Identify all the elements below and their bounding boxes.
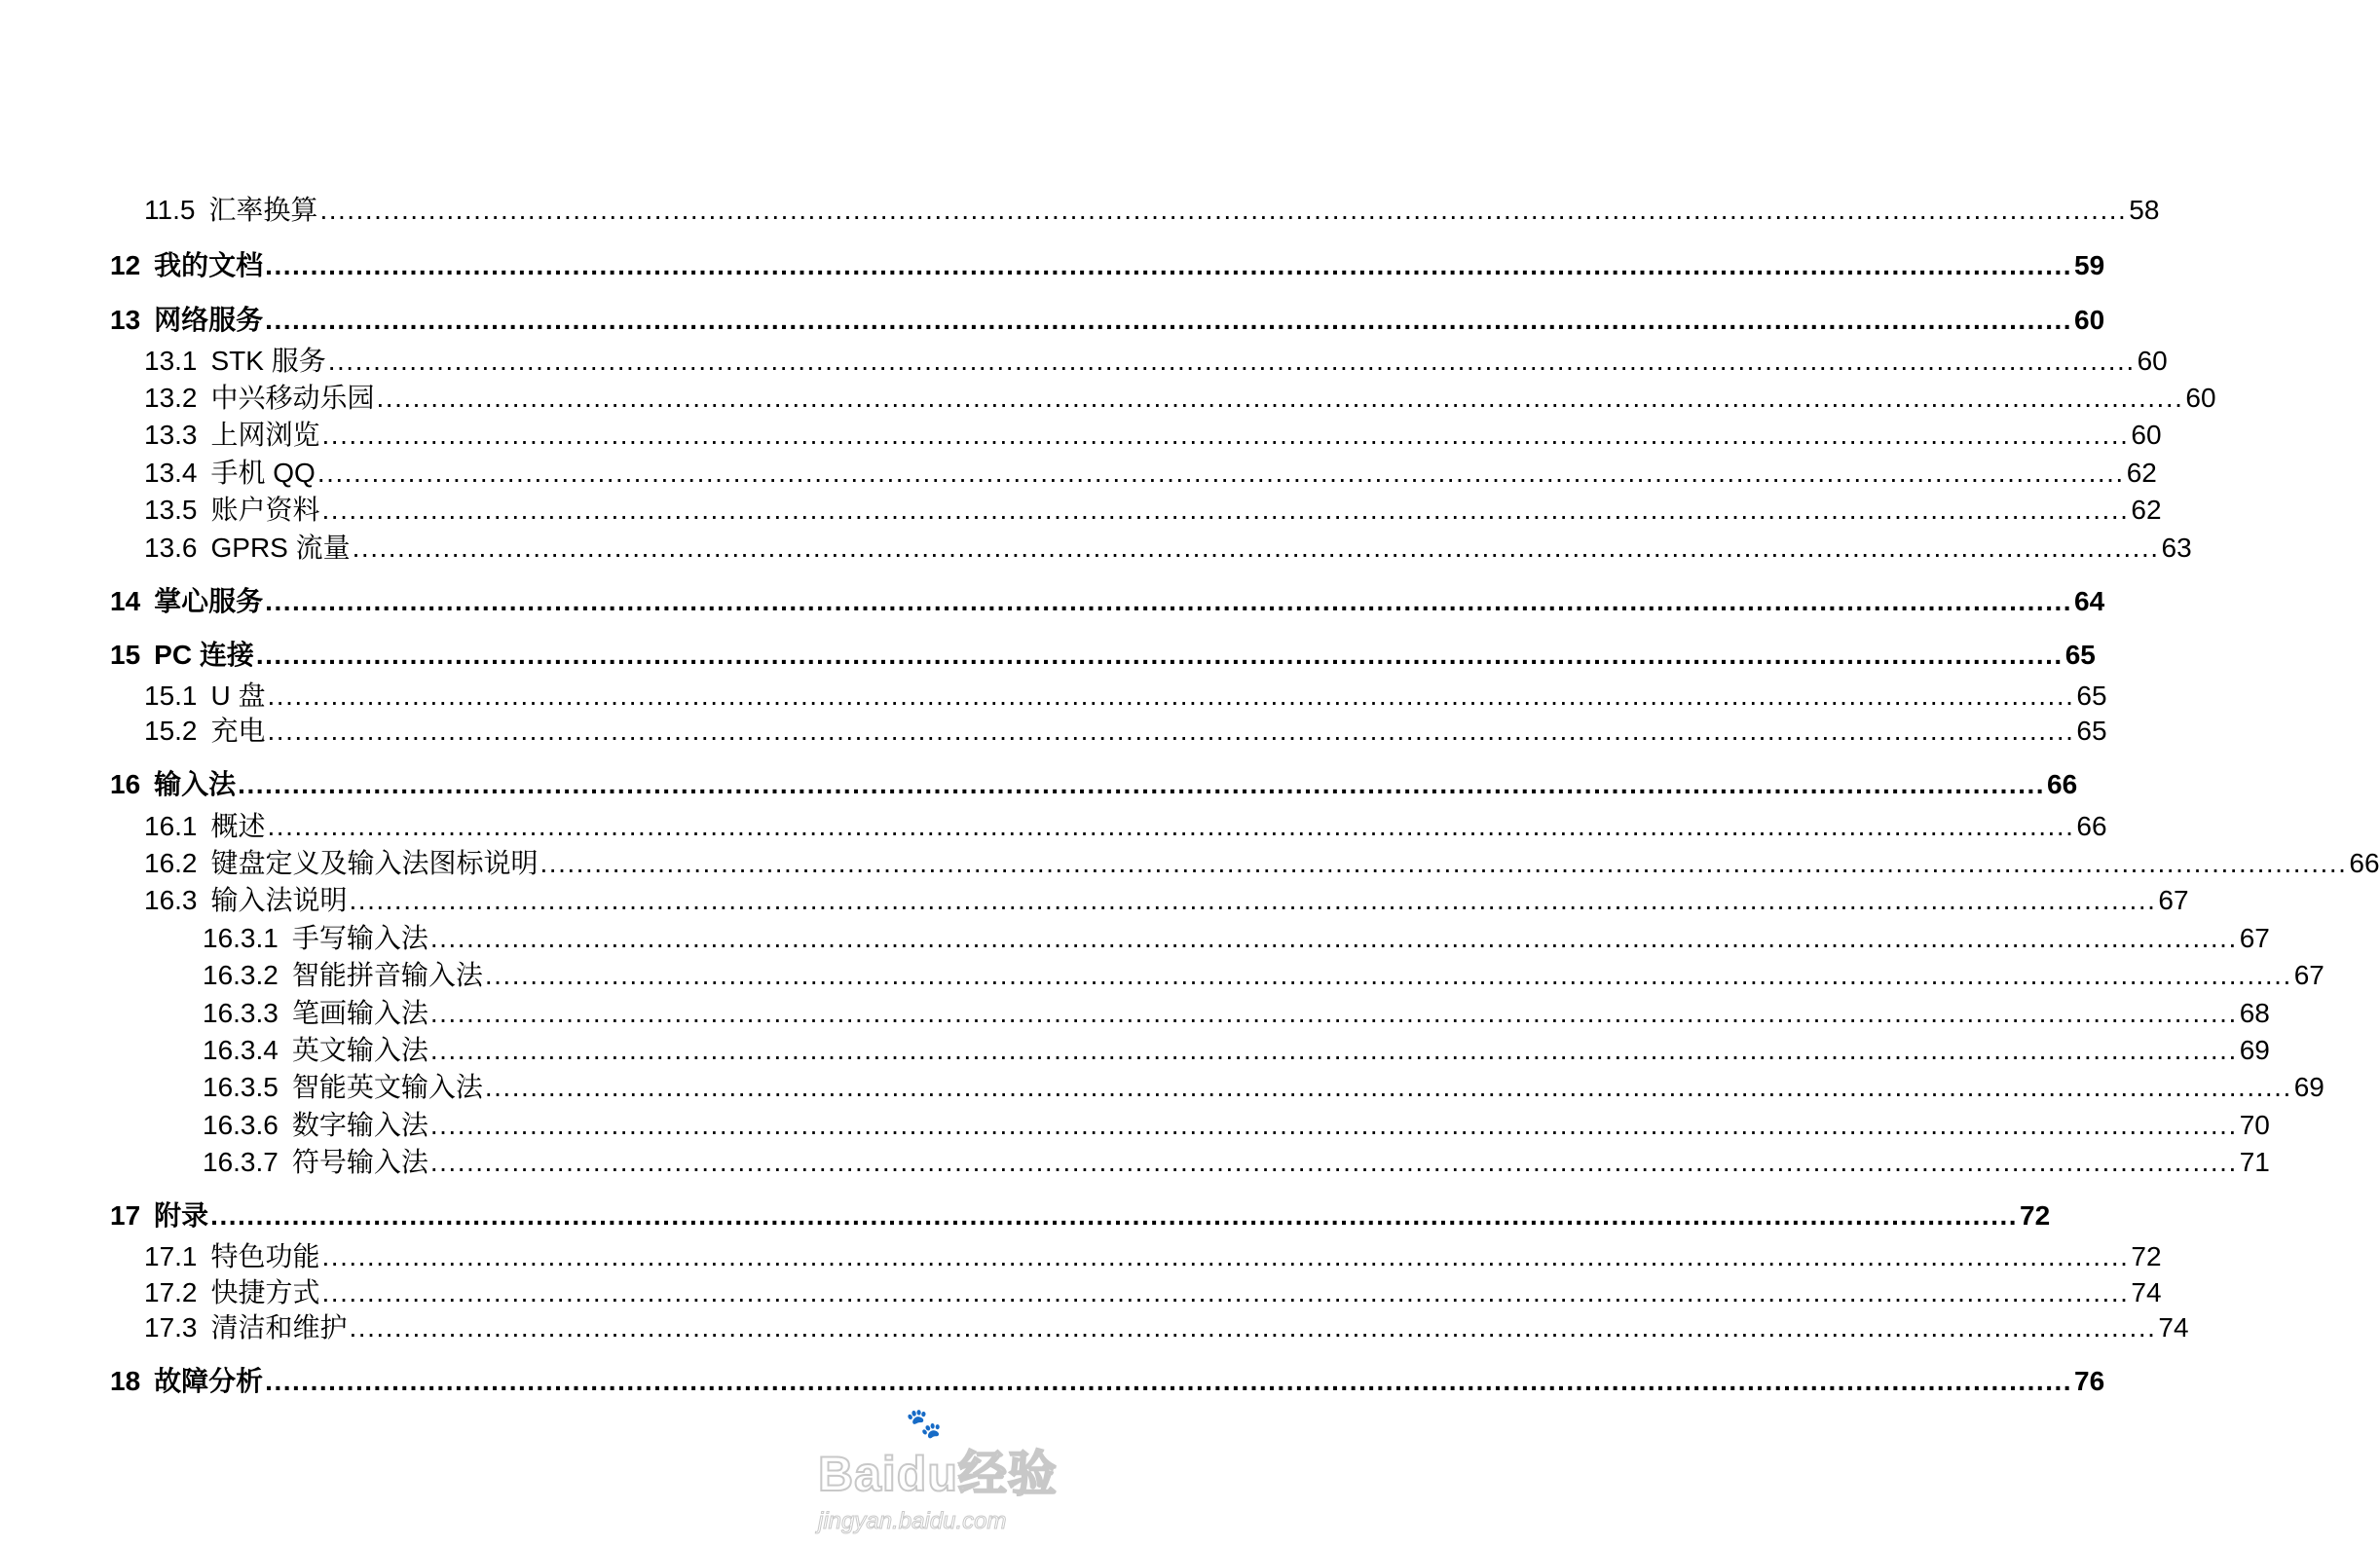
dot-leader: ........................................................................................................................................................................................................ — [429, 1035, 2238, 1065]
toc-entry-page: 67 — [2158, 885, 2189, 915]
toc-entry-title: U 盘 — [210, 681, 266, 711]
toc-entry[interactable] — [0, 767, 2078, 802]
toc-entry-number: 13.5 — [144, 495, 198, 525]
toc-entry[interactable] — [0, 1070, 2324, 1105]
toc-entry-number: 16.3.2 — [203, 960, 279, 990]
toc-entry-number: 17.3 — [144, 1312, 198, 1343]
dot-leader: ........................................................................................................................................................................................................ — [321, 1277, 2130, 1307]
dot-leader: ........................................................................................................................................................................................................ — [429, 998, 2238, 1028]
toc-entry[interactable] — [0, 456, 2157, 491]
toc-entry-page: 72 — [2131, 1241, 2162, 1271]
dot-leader: ........................................................................................................................................................................................................ — [238, 769, 2046, 799]
toc-entry-title: 数字输入法 — [291, 1110, 428, 1140]
dot-leader: ........................................................................................................................................................................................................ — [321, 1241, 2130, 1271]
dot-leader: ........................................................................................................................................................................................................ — [327, 346, 2136, 376]
toc-entry-page: 69 — [2293, 1072, 2324, 1102]
toc-entry-number: 14 — [110, 586, 141, 616]
toc-entry[interactable] — [0, 958, 2324, 993]
toc-entry-title: 键盘定义及输入法图标说明 — [210, 848, 539, 878]
toc-entry-title: 符号输入法 — [291, 1147, 428, 1177]
watermark-url: jingyan.baidu.com — [818, 1508, 1007, 1534]
toc-entry[interactable] — [0, 996, 2270, 1031]
toc-entry-page: 63 — [2161, 533, 2192, 563]
toc-entry-title: 笔画输入法 — [291, 998, 428, 1028]
toc-entry-number: 17.1 — [144, 1241, 198, 1271]
toc-entry-title: 汇率换算 — [208, 195, 318, 225]
toc-entry[interactable] — [0, 1033, 2270, 1068]
dot-leader: ........................................................................................................................................................................................................ — [349, 885, 2157, 915]
toc-entry-page: 60 — [2131, 420, 2162, 450]
dot-leader: ........................................................................................................................................................................................................ — [349, 1312, 2157, 1343]
dot-leader: ........................................................................................................................................................................................................ — [319, 195, 2128, 225]
toc-entry-page: 67 — [2293, 960, 2324, 990]
toc-entry-title: 手机 QQ — [210, 458, 316, 488]
toc-entry-number: 16.3.6 — [203, 1110, 279, 1140]
toc-entry-title: 概述 — [210, 811, 266, 841]
toc-entry-title: 特色功能 — [210, 1241, 320, 1271]
toc-entry-page: 64 — [2074, 586, 2105, 616]
baidu-watermark-logo — [808, 1406, 1100, 1538]
toc-entry-number: 13.6 — [144, 533, 198, 563]
dot-leader: ........................................................................................................................................................................................................ — [321, 420, 2130, 450]
dot-leader: ........................................................................................................................................................................................................ — [267, 716, 2075, 746]
toc-entry-page: 65 — [2076, 716, 2107, 746]
toc-entry-number: 15.1 — [144, 681, 198, 711]
toc-entry[interactable] — [0, 418, 2162, 453]
toc-entry-title: STK 服务 — [210, 346, 326, 376]
dot-leader: ........................................................................................................................................................................................................ — [255, 640, 2064, 670]
toc-entry-title: 智能拼音输入法 — [291, 960, 483, 990]
toc-entry-number: 16.3.7 — [203, 1147, 279, 1177]
dot-leader: ........................................................................................................................................................................................................ — [265, 1366, 2073, 1396]
toc-entry[interactable] — [0, 1310, 2189, 1345]
toc-entry-title: 账户资料 — [210, 495, 320, 525]
toc-entry[interactable] — [0, 714, 2107, 749]
dot-leader: ........................................................................................................................................................................................................ — [484, 960, 2292, 990]
toc-entry-page: 65 — [2064, 640, 2096, 670]
toc-entry-number: 17 — [110, 1200, 141, 1231]
toc-entry-title: 手写输入法 — [291, 923, 428, 953]
toc-entry-title: 输入法说明 — [210, 885, 348, 915]
toc-entry[interactable] — [0, 531, 2192, 566]
toc-entry-title: 我的文档 — [154, 250, 264, 280]
toc-entry[interactable] — [0, 846, 2380, 881]
toc-entry-number: 16.2 — [144, 848, 198, 878]
toc-entry-page: 67 — [2239, 923, 2270, 953]
toc-entry-page: 62 — [2126, 458, 2157, 488]
toc-entry-number: 18 — [110, 1366, 141, 1396]
dot-leader: ........................................................................................................................................................................................................ — [265, 586, 2073, 616]
dot-leader: ........................................................................................................................................................................................................ — [429, 1147, 2238, 1177]
toc-entry-title: 智能英文输入法 — [291, 1072, 483, 1102]
toc-entry[interactable] — [0, 1364, 2105, 1399]
toc-entry-number: 11.5 — [144, 195, 196, 225]
dot-leader: ........................................................................................................................................................................................................ — [210, 1200, 2019, 1231]
toc-entry-page: 60 — [2185, 383, 2216, 413]
toc-entry-page: 71 — [2239, 1147, 2270, 1177]
toc-entry[interactable] — [0, 1275, 2162, 1310]
toc-entry-page: 76 — [2074, 1366, 2105, 1396]
toc-entry-page: 60 — [2137, 346, 2168, 376]
toc-entry-page: 59 — [2074, 250, 2105, 280]
toc-entry[interactable] — [0, 638, 2096, 673]
toc-entry-page: 69 — [2239, 1035, 2270, 1065]
toc-entry-number: 16.1 — [144, 811, 198, 841]
toc-entry-page: 58 — [2129, 195, 2160, 225]
toc-entry-number: 16.3.3 — [203, 998, 279, 1028]
toc-entry-number: 16.3.4 — [203, 1035, 279, 1065]
paw-icon: 🐾 — [906, 1408, 943, 1440]
dot-leader: ........................................................................................................................................................................................................ — [321, 495, 2130, 525]
toc-entry-page: 70 — [2239, 1110, 2270, 1140]
toc-entry[interactable] — [0, 493, 2162, 528]
toc-entry[interactable] — [0, 921, 2270, 956]
toc-entry-title: 清洁和维护 — [210, 1312, 348, 1343]
toc-entry-number: 16.3 — [144, 885, 198, 915]
dot-leader: ........................................................................................................................................................................................................ — [539, 848, 2348, 878]
toc-entry[interactable] — [0, 344, 2168, 379]
toc-entry-number: 13.3 — [144, 420, 198, 450]
dot-leader: ........................................................................................................................................................................................................ — [429, 1110, 2238, 1140]
dot-leader: ........................................................................................................................................................................................................ — [267, 811, 2075, 841]
toc-entry-page: 66 — [2047, 769, 2078, 799]
toc-entry-title: 输入法 — [154, 769, 237, 799]
toc-entry-page: 72 — [2020, 1200, 2051, 1231]
toc-entry[interactable] — [0, 381, 2216, 416]
toc-entry-title: PC 连接 — [154, 640, 254, 670]
toc-entry-page: 74 — [2131, 1277, 2162, 1307]
toc-entry-number: 13.2 — [144, 383, 198, 413]
dot-leader: ........................................................................................................................................................................................................ — [265, 250, 2073, 280]
toc-entry[interactable] — [0, 303, 2105, 338]
toc-entry[interactable] — [0, 1198, 2051, 1233]
toc-entry-number: 12 — [110, 250, 141, 280]
toc-entry[interactable] — [0, 1145, 2270, 1180]
toc-entry-title: 快捷方式 — [210, 1277, 320, 1307]
dot-leader: ........................................................................................................................................................................................................ — [484, 1072, 2292, 1102]
toc-entry-number: 16.3.5 — [203, 1072, 279, 1102]
toc-entry-page: 66 — [2076, 811, 2107, 841]
toc-entry-title: GPRS 流量 — [210, 533, 351, 563]
toc-entry-page: 74 — [2158, 1312, 2189, 1343]
toc-entry-number: 16 — [110, 769, 141, 799]
toc-entry[interactable] — [0, 679, 2107, 714]
toc-entry[interactable] — [0, 248, 2105, 283]
toc-entry[interactable] — [0, 584, 2105, 619]
toc-entry-title: 故障分析 — [154, 1366, 264, 1396]
toc-entry-number: 13.1 — [144, 346, 198, 376]
toc-entry-number: 17.2 — [144, 1277, 198, 1307]
toc-entry-title: 附录 — [154, 1200, 209, 1231]
toc-entry[interactable] — [0, 1239, 2162, 1274]
toc-entry-page: 65 — [2076, 681, 2107, 711]
toc-entry-title: 上网浏览 — [210, 420, 320, 450]
toc-entry[interactable] — [0, 809, 2107, 844]
dot-leader: ........................................................................................................................................................................................................ — [429, 923, 2238, 953]
toc-entry-title: 掌心服务 — [154, 586, 264, 616]
dot-leader: ........................................................................................................................................................................................................ — [352, 533, 2160, 563]
dot-leader: ........................................................................................................................................................................................................ — [316, 458, 2125, 488]
dot-leader: ........................................................................................................................................................................................................ — [265, 305, 2073, 335]
toc-entry-title: 充电 — [210, 716, 266, 746]
toc-entry-number: 13.4 — [144, 458, 198, 488]
toc-entry[interactable] — [0, 193, 2160, 228]
toc-entry-number: 13 — [110, 305, 141, 335]
toc-entry-number: 16.3.1 — [203, 923, 279, 953]
toc-entry-page: 62 — [2131, 495, 2162, 525]
toc-entry[interactable] — [0, 1108, 2270, 1143]
toc-entry-title: 英文输入法 — [291, 1035, 428, 1065]
dot-leader: ........................................................................................................................................................................................................ — [267, 681, 2075, 711]
toc-entry-number: 15 — [110, 640, 141, 670]
watermark-brand: Baidu经验 — [818, 1447, 1058, 1501]
toc-entry-title: 网络服务 — [154, 305, 264, 335]
toc-entry-page: 60 — [2074, 305, 2105, 335]
toc-entry-number: 15.2 — [144, 716, 198, 746]
toc-entry[interactable] — [0, 883, 2189, 918]
dot-leader: ........................................................................................................................................................................................................ — [376, 383, 2184, 413]
toc-entry-page: 66 — [2349, 848, 2380, 878]
toc-entry-title: 中兴移动乐园 — [210, 383, 375, 413]
toc-entry-page: 68 — [2239, 998, 2270, 1028]
